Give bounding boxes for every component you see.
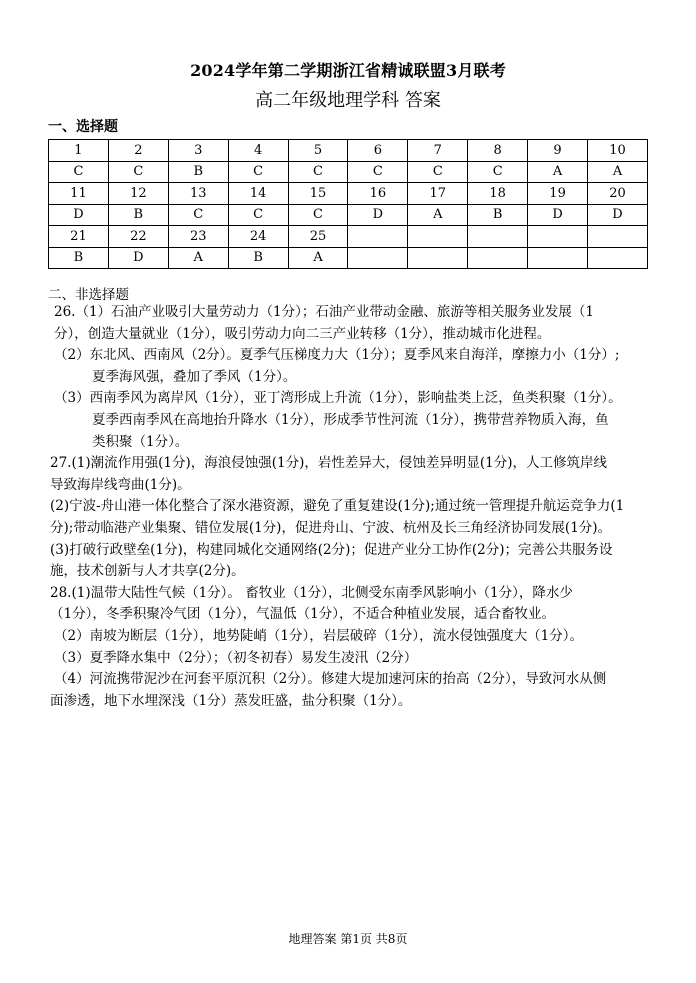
table-cell: B — [168, 161, 228, 183]
table-cell: 7 — [408, 140, 468, 162]
answer-line: 分），创造大量就业（1分），吸引劳动力向二三产业转移（1分），推动城市化进程。 — [54, 325, 551, 342]
answer-line: （2）东北风、西南风（2分）。夏季气压梯度力大（1分）；夏季风来自海洋，摩擦力小（1分）; — [54, 347, 620, 364]
table-cell: A — [408, 204, 468, 226]
table-cell: C — [49, 161, 109, 183]
answer-line: 导致海岸线弯曲(1分)。 — [50, 476, 191, 493]
table-cell: D — [588, 204, 648, 226]
table-cell: 22 — [108, 226, 168, 248]
table-cell: 17 — [408, 183, 468, 205]
table-cell: 19 — [528, 183, 588, 205]
answer-line: 夏季海风强，叠加了季风（1分）。 — [92, 368, 297, 385]
table-cell: D — [108, 247, 168, 269]
table-cell — [408, 226, 468, 248]
answer-line: 28.(1)温带大陆性气候（1分）。 畜牧业（1分），北侧受东南季风影响小（1分），降水少 — [50, 584, 573, 601]
answer-line: （1分），冬季积聚冷气团（1分），气温低（1分），不适合种植业发展，适合畜牧业。 — [50, 606, 556, 623]
table-row — [49, 226, 648, 248]
table-cell: B — [108, 204, 168, 226]
table-cell: A — [168, 247, 228, 269]
table-cell: C — [288, 161, 348, 183]
table-cell: C — [228, 204, 288, 226]
table-cell: 15 — [288, 183, 348, 205]
table-cell — [408, 247, 468, 269]
answer-line: (2)宁波-舟山港一体化整合了深水港资源，避免了重复建设(1分);通过统一管理提升航运竞争力(1 — [50, 498, 625, 515]
table-cell: C — [348, 161, 408, 183]
table-cell — [528, 247, 588, 269]
answer-line: 26.（1）石油产业吸引大量劳动力（1分）；石油产业带动金融、旅游等相关服务业发展（1 — [54, 304, 594, 320]
table-cell: A — [588, 161, 648, 183]
table-cell: 13 — [168, 183, 228, 205]
table-cell: C — [288, 204, 348, 226]
answer-line: （3）夏季降水集中（2分）；（初冬初春）易发生凌汛（2分） — [54, 649, 418, 666]
table-cell: 2 — [108, 140, 168, 162]
table-cell: C — [108, 161, 168, 183]
answer-table — [48, 139, 648, 269]
table-cell: B — [228, 247, 288, 269]
answer-line: 夏季西南季风在高地抬升降水（1分），形成季节性河流（1分），携带营养物质入海，鱼 — [92, 411, 609, 428]
table-cell — [528, 226, 588, 248]
table-cell: 20 — [588, 183, 648, 205]
table-cell — [348, 247, 408, 269]
answer-line: （4）河流携带泥沙在河套平原沉积（2分）。修建大堤加速河床的抬高（2分），导致河水从侧 — [54, 671, 607, 688]
table-cell: A — [288, 247, 348, 269]
table-row — [49, 247, 648, 269]
section-choice-heading: 一、选择题 — [48, 119, 118, 135]
table-cell — [588, 247, 648, 269]
answer-line: 27.(1)潮流作用强(1分)，海浪侵蚀强(1分)，岩性差异大，侵蚀差异明显(1分)，人工修筑岸线 — [50, 455, 607, 472]
section-nonchoice-heading: 二、非选择题 — [48, 287, 129, 303]
table-cell: C — [468, 161, 528, 183]
table-cell — [468, 226, 528, 248]
table-cell — [588, 226, 648, 248]
answer-line: 分);带动临港产业集聚、错位发展(1分)，促进舟山、宁波、杭州及长三角经济协同发展(1分)。 — [50, 519, 612, 536]
table-cell: D — [49, 204, 109, 226]
table-cell: 21 — [49, 226, 109, 248]
table-cell — [348, 226, 408, 248]
table-cell: D — [348, 204, 408, 226]
answer-line: （3）西南季风为离岸风（1分），亚丁湾形成上升流（1分），影响盐类上泛，鱼类积聚（1分）。 — [54, 390, 622, 407]
table-cell — [468, 247, 528, 269]
answer-line: 施，技术创新与人才共享(2分)。 — [50, 563, 245, 580]
exam-title: 2024学年第二学期浙江省精诚联盟3月联考 — [190, 61, 506, 80]
table-cell: 11 — [49, 183, 109, 205]
table-cell: 25 — [288, 226, 348, 248]
table-row — [49, 183, 648, 205]
page-footer: 地理答案 第1页 共8页 — [288, 932, 408, 946]
table-row — [49, 161, 648, 183]
table-cell: C — [228, 161, 288, 183]
table-cell: 14 — [228, 183, 288, 205]
table-cell: A — [528, 161, 588, 183]
table-cell: 3 — [168, 140, 228, 162]
table-cell: 8 — [468, 140, 528, 162]
answer-line: （2）南坡为断层（1分），地势陡峭（1分），岩层破碎（1分），流水侵蚀强度大（1分）。 — [54, 627, 583, 644]
table-cell: C — [408, 161, 468, 183]
table-cell: 1 — [49, 140, 109, 162]
table-cell: 18 — [468, 183, 528, 205]
table-cell: B — [468, 204, 528, 226]
table-cell: 6 — [348, 140, 408, 162]
table-cell: 9 — [528, 140, 588, 162]
table-cell: C — [168, 204, 228, 226]
table-cell: 16 — [348, 183, 408, 205]
table-cell: 12 — [108, 183, 168, 205]
table-row — [49, 204, 648, 226]
answer-line: (3)打破行政壁垒(1分)，构建同城化交通网络(2分)；促进产业分工协作(2分)；完善公共服务设 — [50, 541, 613, 558]
answer-line: 类积聚（1分）。 — [92, 433, 189, 450]
exam-subtitle: 高二年级地理学科 答案 — [255, 90, 441, 111]
table-cell: 23 — [168, 226, 228, 248]
table-row — [49, 140, 648, 162]
table-cell: 24 — [228, 226, 288, 248]
table-cell: 5 — [288, 140, 348, 162]
answer-body — [50, 302, 650, 712]
table-cell: B — [49, 247, 109, 269]
table-cell: D — [528, 204, 588, 226]
answer-line: 面渗透，地下水埋深浅（1分）蒸发旺盛，盐分积聚（1分）。 — [50, 692, 412, 709]
table-cell: 10 — [588, 140, 648, 162]
table-cell: 4 — [228, 140, 288, 162]
